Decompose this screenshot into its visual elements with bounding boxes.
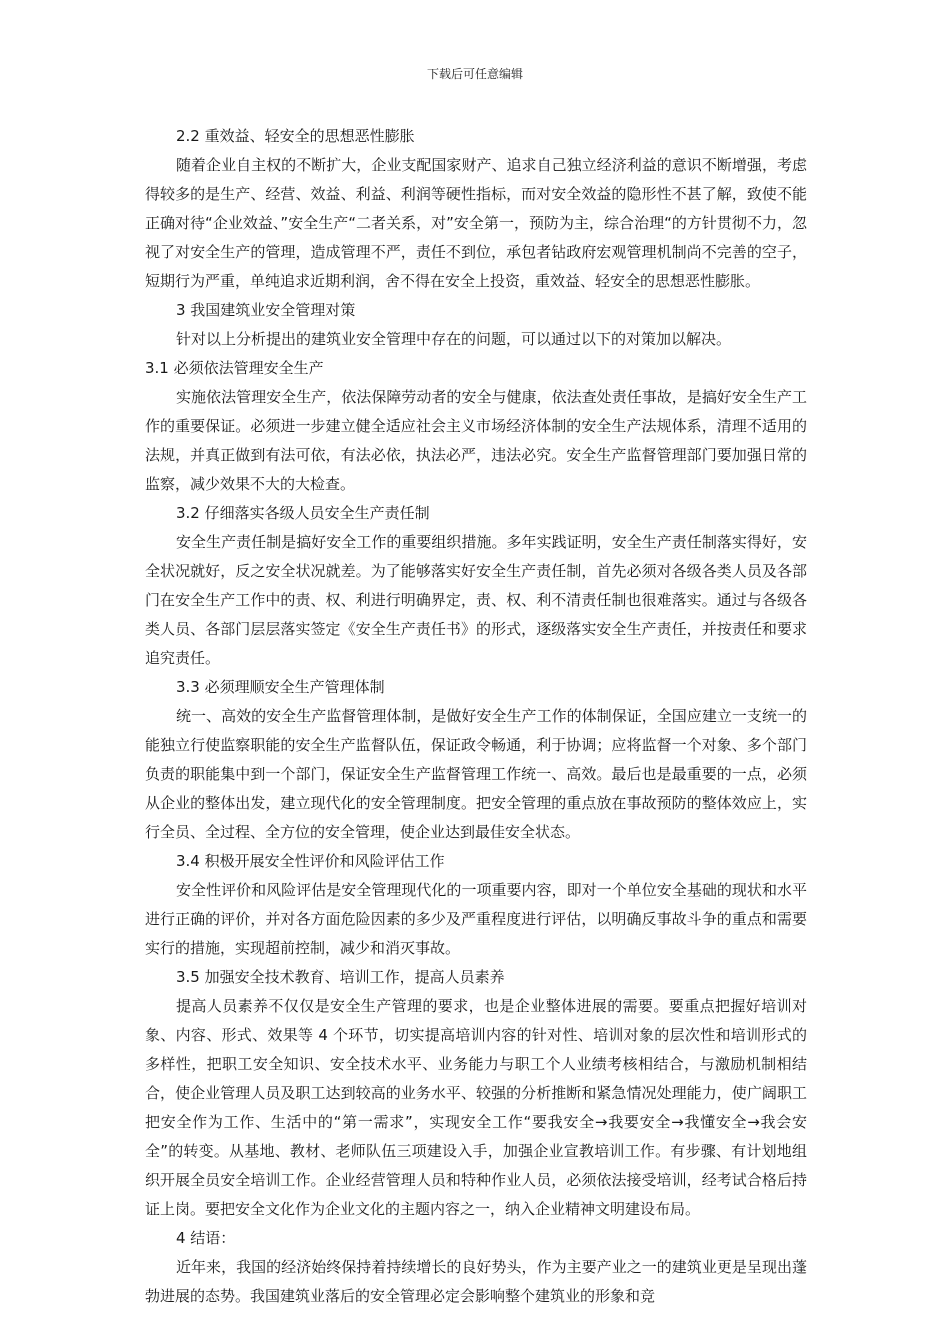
section-heading-3-2: 3.2 仔细落实各级人员安全生产责任制 — [176, 504, 430, 522]
paragraph: 安全生产责任制是搞好安全工作的重要组织措施。多年实践证明，安全生产责任制落实得好，安全状况就好，反之安全状况就差。为了能够落实好安全生产责任制，首先必须对各级各类人员及各部门在安全生产工作中的责、权、利进行明确界定，责、权、利不清责任制也很难落实。通过与各级各类人员、各部门层层落实签定《安全生产责任书》的形式，逐级落实安全生产责任，并按责任和要求追究责任。 — [145, 533, 807, 667]
paragraph: 提高人员素养不仅仅是安全生产管理的要求，也是企业整体进展的需要。要重点把握好培训对象、内容、形式、效果等 4 个环节，切实提高培训内容的针对性、培训对象的层次性和培训形式的多样性，把职工安全知识、安全技术水平、业务能力与职工个人业绩考核相结合，与激励机制相结合，使企业管理人员及职工达到较高的业务水平、较强的分析推断和紧急情况处理能力，使广阔职工把安全作为工作、生活中的“第一需求”，实现安全工作“要我安全→我要安全→我懂安全→我会安全”的转变。从基地、教材、老师队伍三项建设入手，加强企业宣教培训工作。有步骤、有计划地组织开展全员安全培训工作。企业经营管理人员和特种作业人员，必须依法接受培训，经考试合格后持证上岗。要把安全文化作为企业文化的主题内容之一，纳入企业精神文明建设布局。 — [145, 997, 807, 1218]
section-heading-3-5: 3.5 加强安全技术教育、培训工作，提高人员素养 — [176, 968, 505, 986]
section-heading-3-1: 3.1 必须依法管理安全生产 — [145, 359, 324, 377]
section-heading-2-2: 2.2 重效益、轻安全的思想恶性膨胀 — [176, 127, 415, 145]
paragraph: 安全性评价和风险评估是安全管理现代化的一项重要内容，即对一个单位安全基础的现状和水平进行正确的评价，并对各方面危险因素的多少及严重程度进行评估，以明确反事故斗争的重点和需要实行的措施，实现超前控制，减少和消灭事故。 — [145, 881, 807, 957]
page-header: 下载后可任意编辑 — [426, 67, 523, 81]
section-heading-3: 3 我国建筑业安全管理对策 — [176, 301, 356, 319]
paragraph: 针对以上分析提出的建筑业安全管理中存在的问题，可以通过以下的对策加以解决。 — [176, 330, 732, 348]
section-heading-4: 4 结语： — [176, 1229, 236, 1247]
paragraph: 随着企业自主权的不断扩大，企业支配国家财产、追求自己独立经济利益的意识不断增强，考虑得较多的是生产、经营、效益、利益、利润等硬性指标，而对安全效益的隐形性不甚了解，致使不能正确对待“企业效益、”安全生产“二者关系，对”安全第一，预防为主，综合治理“的方针贯彻不力，忽视了对安全生产的管理，造成管理不严，责任不到位，承包者钻政府宏观管理机制尚不完善的空子，短期行为严重，单纯追求近期利润，舍不得在安全上投资，重效益、轻安全的思想恶性膨胀。 — [145, 156, 807, 290]
paragraph: 实施依法管理安全生产，依法保障劳动者的安全与健康，依法查处责任事故，是搞好安全生产工作的重要保证。必须进一步建立健全适应社会主义市场经济体制的安全生产法规体系，清理不适用的法规，并真正做到有法可依，有法必依，执法必严，违法必究。安全生产监督管理部门要加强日常的监察，减少效果不大的大检查。 — [145, 388, 807, 493]
section-heading-3-4: 3.4 积极开展安全性评价和风险评估工作 — [176, 852, 445, 870]
paragraph: 统一、高效的安全生产监督管理体制，是做好安全生产工作的体制保证，全国应建立一支统一的能独立行使监察职能的安全生产监督队伍，保证政令畅通，利于协调；应将监督一个对象、多个部门负责的职能集中到一个部门，保证安全生产监督管理工作统一、高效。最后也是最重要的一点，必须从企业的整体出发，建立现代化的安全管理制度。把安全管理的重点放在事故预防的整体效应上，实行全员、全过程、全方位的安全管理，使企业达到最佳安全状态。 — [145, 707, 807, 841]
document-body — [145, 122, 807, 1311]
paragraph: 近年来，我国的经济始终保持着持续增长的良好势头，作为主要产业之一的建筑业更是呈现出蓬勃进展的态势。我国建筑业落后的安全管理必定会影响整个建筑业的形象和竞 — [145, 1258, 807, 1305]
section-heading-3-3: 3.3 必须理顺安全生产管理体制 — [176, 678, 385, 696]
